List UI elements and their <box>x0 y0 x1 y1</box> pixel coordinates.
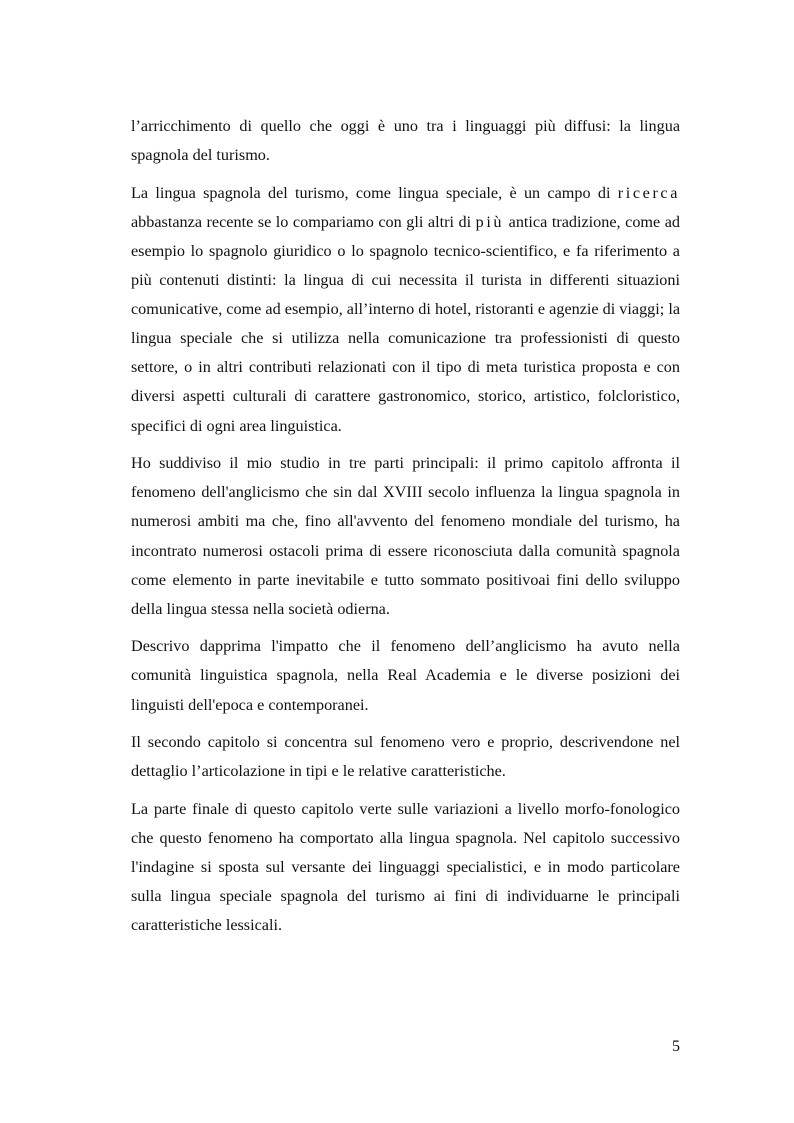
paragraph-2 <box>131 179 680 441</box>
paragraph-2-part-3: abbastanza recente se lo compariamo con gli altri di <box>131 212 476 231</box>
paragraph-6: La parte finale di questo capitolo verte sulle variazioni a livello morfo-fonologico che questo fenomeno ha comportato alla lingua spagnola. Nel capitolo successivo l'indagine si sposta sul versante dei linguaggi specialistici, e in modo particolare sulla lingua speciale spagnola del turismo ai fini di individuarne le principali caratteristiche lessicali. <box>131 800 680 935</box>
paragraph-2-part-1: La lingua spagnola del turismo, come lingua speciale, è un campo di <box>131 183 618 202</box>
paragraph-3: Ho suddiviso il mio studio in tre parti principali: il primo capitolo affronta il fenomeno dell'anglicismo che sin dal XVIII secolo influenza la lingua spagnola in numerosi ambiti ma che, fino all'avvento del fenomeno mondiale del turismo, ha incontrato numerosi ostacoli prima di essere riconosciuta dalla comunità spagnola come elemento in parte inevitabile e tutto sommato positivoai fini dello sviluppo della lingua stessa nella società odierna. <box>131 454 680 618</box>
letterspaced-word-piu: più <box>475 212 505 231</box>
body-text <box>131 112 680 949</box>
page-number: 5 <box>672 1038 680 1055</box>
paragraph-2-part-5: antica tradizione, come ad esempio lo spagnolo giuridico o lo spagnolo tecnico-scientifico, e fa riferimento a più contenuti distinti: la lingua di cui necessita il turista in differenti situazioni comunicative, come ad esempio, all’interno di hotel, ristoranti e agenzie di viaggi; la lingua speciale che si utilizza nella comunicazione tra professionisti di questo settore, o in altri contributi relazionati con il tipo di meta turistica proposta e con diversi aspetti culturali di carattere gastronomico, storico, artistico, folcloristico, specifici di ogni area linguistica. <box>131 212 680 435</box>
paragraph-5: Il secondo capitolo si concentra sul fenomeno vero e proprio, descrivendone nel dettaglio l’articolazione in tipi e le relative caratteristiche. <box>131 733 680 781</box>
paragraph-1: l’arricchimento di quello che oggi è uno tra i linguaggi più diffusi: la lingua spagnola del turismo. <box>131 117 680 165</box>
paragraph-4: Descrivo dapprima l'impatto che il fenomeno dell’anglicismo ha avuto nella comunità linguistica spagnola, nella Real Academia e le diverse posizioni dei linguisti dell'epoca e contemporanei. <box>131 637 680 714</box>
letterspaced-word-ricerca: ricerca <box>617 183 680 202</box>
